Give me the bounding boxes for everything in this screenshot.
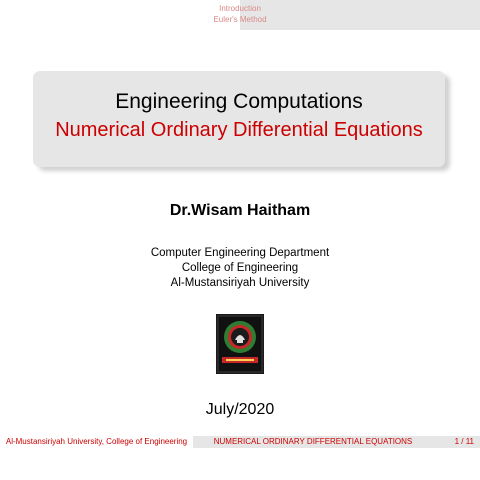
footer-institution: Al-Mustansiriyah University, College of Engineering <box>0 436 193 448</box>
affiliation-university: Al-Mustansiriyah University <box>170 277 310 289</box>
nav-section-introduction[interactable]: Introduction <box>219 4 261 13</box>
university-seal-icon <box>216 314 264 374</box>
section-navigation <box>0 3 480 25</box>
presentation-title: Engineering Computations <box>115 90 363 113</box>
presentation-date: July/2020 <box>205 401 275 418</box>
affiliation-college: College of Engineering <box>181 262 299 274</box>
footer-page-number: 1 / 11 <box>433 436 480 448</box>
author-name: Dr.Wisam Haitham <box>169 202 311 219</box>
title-box <box>33 71 445 167</box>
affiliation <box>0 246 480 291</box>
nav-section-eulers-method[interactable]: Euler's Method <box>213 15 267 24</box>
presentation-subtitle: Numerical Ordinary Differential Equations <box>55 119 423 141</box>
footer-short-title: NUMERICAL ORDINARY DIFFERENTIAL EQUATIONS <box>193 436 433 448</box>
logo-emblem-base <box>237 340 243 343</box>
logo-banner-lettering <box>226 359 254 361</box>
affiliation-department: Computer Engineering Department <box>150 247 330 259</box>
footer-bar <box>0 436 480 448</box>
